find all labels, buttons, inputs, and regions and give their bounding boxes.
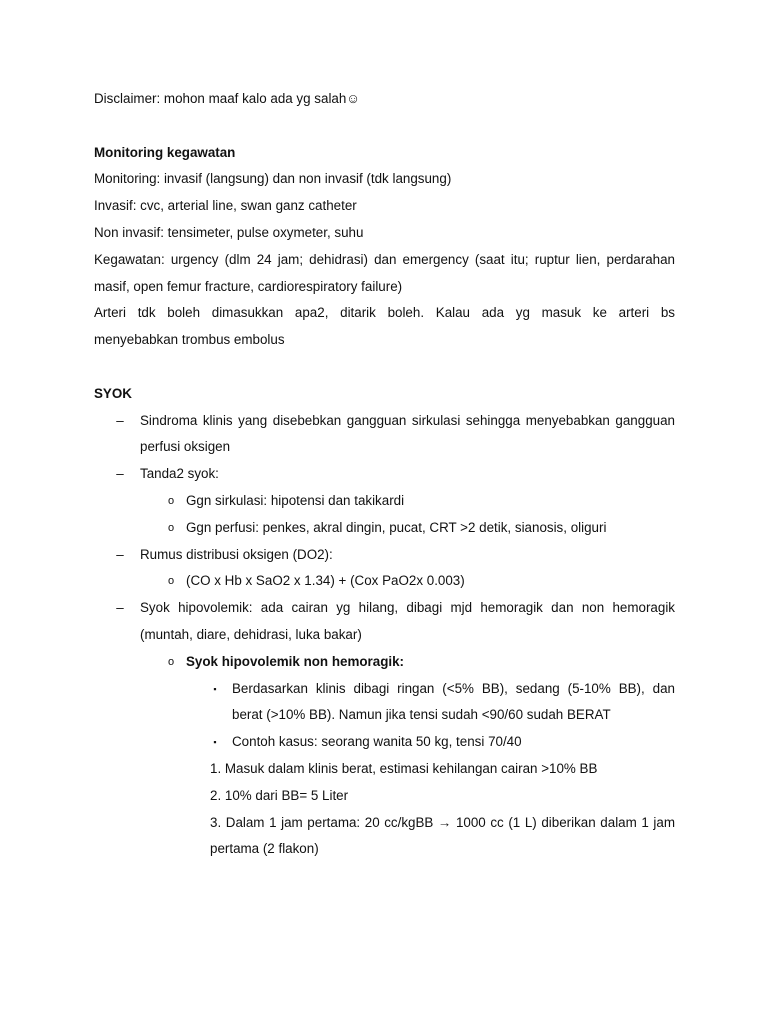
- kegawatan-line-2: masif, open femur fracture, cardiorespiratory failure): [94, 278, 403, 294]
- sub-item-rumus: [94, 568, 675, 595]
- syok-heading: SYOK: [94, 385, 132, 401]
- square-bullet: ▪: [213, 683, 217, 694]
- dash-bullet: –: [116, 546, 124, 562]
- rumus-label: Rumus distribusi oksigen (DO2):: [140, 546, 333, 562]
- tanda-label: Tanda2 syok:: [140, 466, 219, 482]
- list-item-definisi: [94, 408, 675, 462]
- tanda-perfusi: Ggn perfusi: penkes, akral dingin, pucat, CRT >2 detik, sianosis, oliguri: [186, 519, 607, 535]
- kegawatan-line-1: Kegawatan: urgency (dlm 24 jam; dehidrasi) dan emergency (saat itu; ruptur lien, perdarahan: [94, 251, 675, 267]
- definisi-line-1: Sindroma klinis yang disebebkan gangguan sirkulasi sehingga menyebabkan gangguan: [140, 412, 675, 428]
- monitoring-heading: Monitoring kegawatan: [94, 144, 236, 160]
- list-item-hipovolemik: [94, 595, 675, 649]
- square-item-contoh: [94, 729, 675, 756]
- circle-bullet: o: [167, 494, 175, 507]
- klinis-line-2: berat (>10% BB). Namun jika tensi sudah <90/60 sudah BERAT: [232, 707, 611, 723]
- spacer: [94, 354, 675, 381]
- definisi-line-2: perfusi oksigen: [140, 439, 231, 455]
- circle-bullet: o: [167, 655, 175, 668]
- arteri-line-2: menyebabkan trombus embolus: [94, 332, 285, 348]
- dash-bullet: –: [116, 600, 124, 616]
- list-item-rumus: [94, 542, 675, 569]
- rumus-formula: (CO x Hb x SaO2 x 1.34) + (Cox PaO2x 0.003): [186, 573, 465, 589]
- list-item-tanda: [94, 461, 675, 488]
- disclaimer: Disclaimer: mohon maaf kalo ada yg salah☺: [94, 91, 360, 106]
- circle-bullet: o: [167, 521, 175, 534]
- monitoring-line: Monitoring: invasif (langsung) dan non invasif (tdk langsung): [94, 171, 452, 187]
- square-item-klinis: [94, 676, 675, 730]
- invasif-line: Invasif: cvc, arterial line, swan ganz catheter: [94, 198, 357, 214]
- step-3-line-1: 3. Dalam 1 jam pertama: 20 cc/kgBB → 1000 cc (1 L) diberikan dalam 1 jam: [210, 814, 675, 830]
- spacer: [94, 113, 675, 140]
- dash-bullet: –: [116, 466, 124, 482]
- step-3-line-2: pertama (2 flakon): [210, 841, 319, 857]
- sub-item-sirkulasi: [94, 488, 675, 515]
- tanda-sirkulasi: Ggn sirkulasi: hipotensi dan takikardi: [186, 492, 405, 508]
- step-2: 2. 10% dari BB= 5 Liter: [210, 787, 349, 803]
- document-body: [94, 86, 675, 863]
- non-hemoragik-heading: Syok hipovolemik non hemoragik:: [186, 653, 405, 669]
- hipovolemik-line-2: (muntah, diare, dehidrasi, luka bakar): [140, 626, 362, 642]
- step-1: 1. Masuk dalam klinis berat, estimasi kehilangan cairan >10% BB: [210, 760, 598, 776]
- arteri-line-1: Arteri tdk boleh dimasukkan apa2, ditarik boleh. Kalau ada yg masuk ke arteri bs: [94, 305, 675, 321]
- circle-bullet: o: [167, 575, 175, 588]
- sub-item-non-hemoragik: [94, 649, 675, 676]
- klinis-line-1: Berdasarkan klinis dibagi ringan (<5% BB), sedang (5-10% BB), dan: [232, 680, 675, 696]
- contoh-kasus: Contoh kasus: seorang wanita 50 kg, tensi 70/40: [232, 734, 522, 750]
- hipovolemik-line-1: Syok hipovolemik: ada cairan yg hilang, dibagi mjd hemoragik dan non hemoragik: [140, 600, 675, 616]
- sub-item-perfusi: [94, 515, 675, 542]
- square-bullet: ▪: [213, 737, 217, 748]
- dash-bullet: –: [116, 412, 124, 428]
- non-invasif-line: Non invasif: tensimeter, pulse oxymeter, suhu: [94, 224, 364, 240]
